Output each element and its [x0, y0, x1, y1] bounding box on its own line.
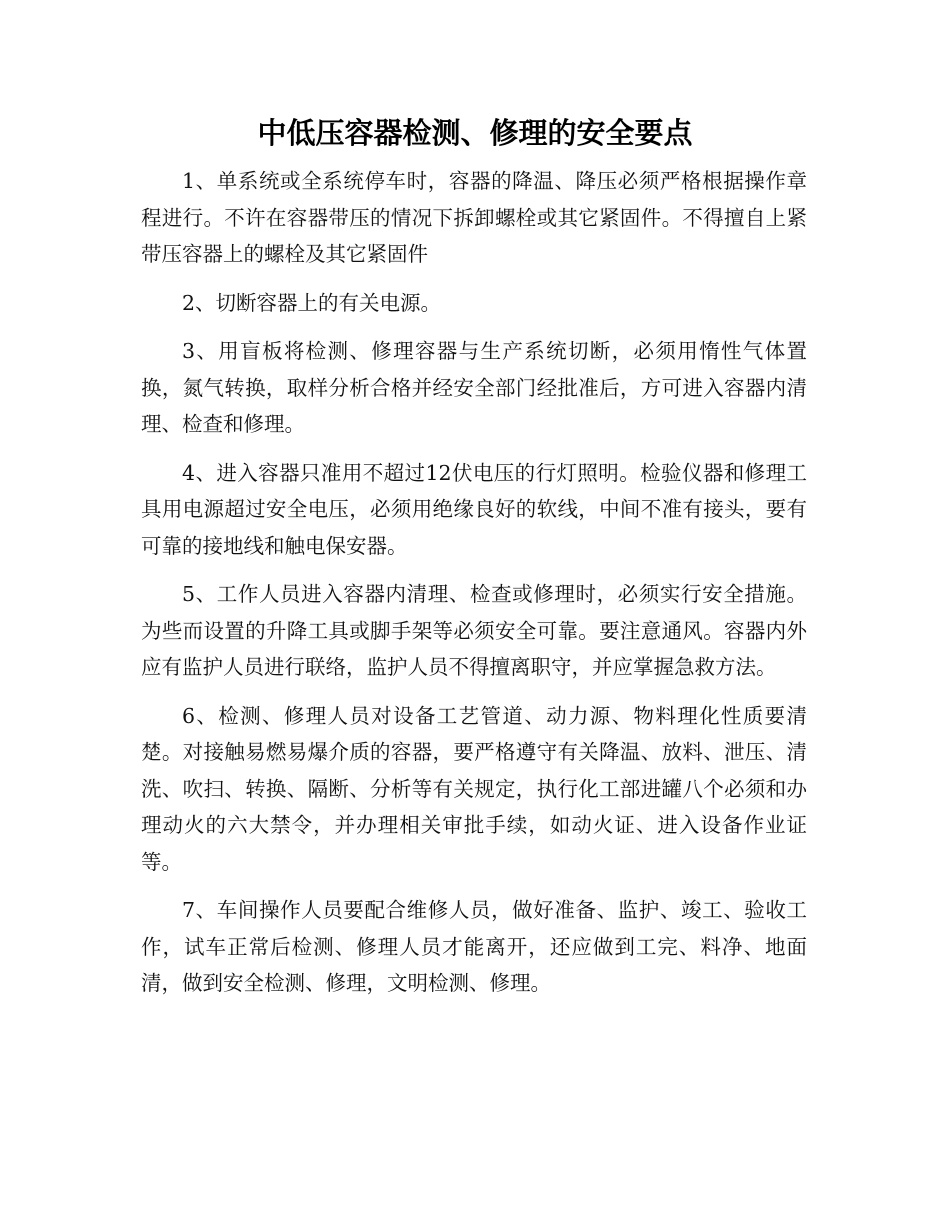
paragraph-5: 5、工作人员进入容器内清理、检查或修理时，必须实行安全措施。为些而设置的升降工具或脚手架等必须安全可靠。要注意通风。容器内外应有监护人员进行联络，监护人员不得擅离职守，并应掌握急救方法。 — [141, 582, 807, 679]
paragraph-3: 3、用盲板将检测、修理容器与生产系统切断，必须用惰性气体置换，氮气转换，取样分析合格并经安全部门经批准后，方可进入容器内清理、检查和修理。 — [141, 339, 807, 436]
paragraph-7: 7、车间操作人员要配合维修人员，做好准备、监护、竣工、验收工作，试车正常后检测、修理人员才能离开，还应做到工完、料净、地面清，做到安全检测、修理，文明检测、修理。 — [141, 898, 807, 995]
paragraph-4: 4、进入容器只准用不超过12伏电压的行灯照明。检验仪器和修理工具用电源超过安全电压，必须用绝缘良好的软线，中间不准有接头，要有可靠的接地线和触电保安器。 — [141, 460, 807, 558]
document-body — [141, 163, 807, 1014]
paragraph-1: 1、单系统或全系统停车时，容器的降温、降压必须严格根据操作章程进行。不许在容器带压的情况下拆卸螺栓或其它紧固件。不得擅自上紧带压容器上的螺栓及其它紧固件 — [141, 169, 807, 266]
paragraph-2: 2、切断容器上的有关电源。 — [182, 290, 442, 315]
paragraph-6: 6、检测、修理人员对设备工艺管道、动力源、物料理化性质要清楚。对接触易燃易爆介质的容器，要严格遵守有关降温、放料、泄压、清洗、吹扫、转换、隔断、分析等有关规定，执行化工部进罐八个必须和办理动火的六大禁令，并办理相关审批手续，如动火证、进入设备作业证等。 — [141, 703, 807, 874]
document-title: 中低压容器检测、修理的安全要点 — [257, 116, 693, 150]
